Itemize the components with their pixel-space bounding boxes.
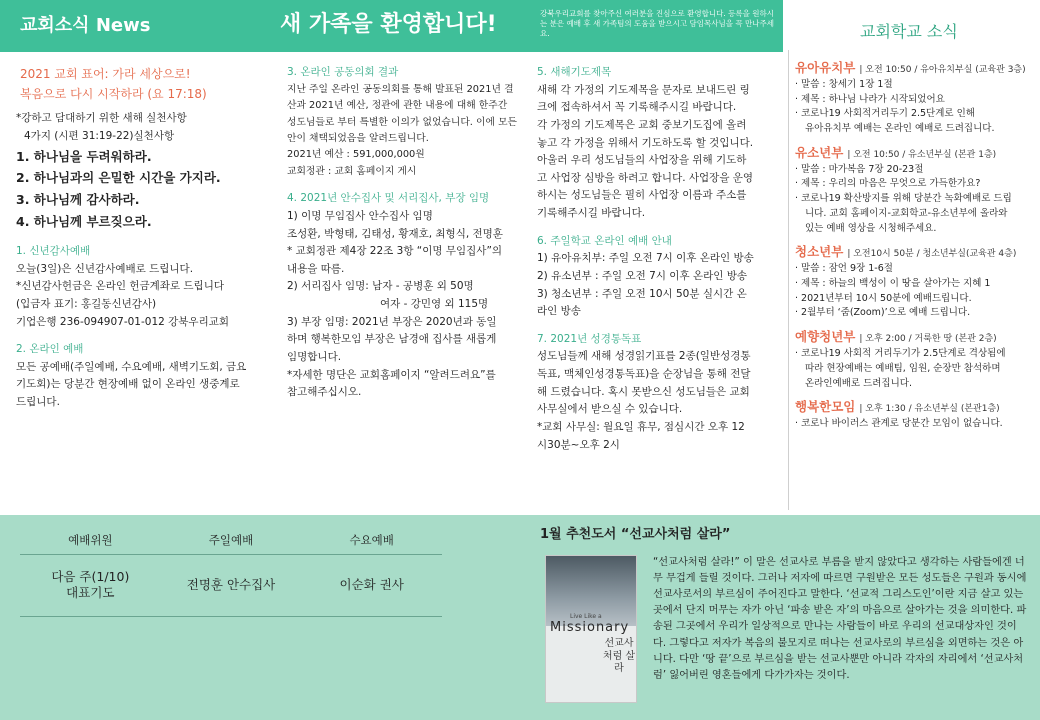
section-title-appointments: 4. 2021년 안수집사 및 서리집사, 부장 임명 [287, 192, 490, 205]
page-title: 교회소식 News [20, 15, 151, 36]
text-line: 여자 - 강민영 외 115명 [380, 298, 489, 311]
text-line: 3) 부장 임명: 2021년 부장은 2020년과 동일 [287, 315, 497, 328]
dept-info: | 오전10시 50분 / 청소년부실(교육관 4층) [847, 249, 1017, 260]
dept-name: 행복한모임 [795, 399, 856, 415]
section-title-prayer: 5. 새해기도제목 [537, 66, 612, 78]
text-line: 성도님들께 새해 성경읽기표를 2종(일반성경통 [537, 350, 751, 363]
table-header [20, 528, 442, 555]
dept-info: | 오전 10:50 / 유소년부실 (본관 1층) [847, 149, 997, 160]
church-school-heading: 교회학교 소식 [860, 22, 958, 41]
table-cell: 이순화 권사 [339, 577, 404, 593]
text-line: 각 가정의 기도제목은 교회 중보기도집에 올려 [537, 118, 747, 131]
text-line: 임명합니다. [287, 350, 342, 363]
cover-subtitle: Live Like a [570, 613, 602, 620]
dept-info: | 오후 1:30 / 유소년부실 (본관1층) [859, 404, 1000, 415]
column-header: 주일예배 [208, 533, 254, 548]
news-column-2 [287, 64, 527, 402]
cover-english-title: Missionary [550, 620, 630, 635]
book-cover-image [545, 555, 637, 703]
text-line: 지난 주일 온라인 공동의회를 통해 발표된 2021년 결 [287, 83, 514, 95]
text-line: · 제목 : 우리의 마음은 무엇으로 가득한가요? [795, 178, 981, 190]
practice-3: 3. 하나님께 감사하라. [16, 192, 140, 208]
column-header: 수요예배 [349, 533, 394, 548]
text-line: 3) 청소년부 : 주일 오전 10시 50분 실시간 온 [537, 287, 747, 300]
table-cell: 전명훈 안수집사 [186, 577, 276, 593]
text-line: 따라 현장예배는 예배팀, 임원, 순장만 참석하며 [805, 362, 1001, 374]
top-banner [0, 0, 783, 52]
church-school-panel [788, 50, 1036, 510]
text-line: 하며 행복한모임 부장은 남경애 집사를 새롭게 [287, 333, 497, 346]
text-line: 조성환, 박형태, 김태성, 황재호, 최형식, 전명훈 [287, 227, 503, 240]
motto-note-1: *강하고 담대하기 위한 새해 실천사항 [16, 112, 187, 125]
dept-info: | 오후 2:00 / 거룩한 땅 (본관 2층) [859, 334, 997, 345]
text-line: 1) 이명 무임집사 안수집사 임명 [287, 209, 433, 222]
text-line: *신년감사헌금은 온라인 헌금계좌로 드립니다 [16, 280, 224, 293]
text-line: 2) 서리집사 임명: 남자 - 공병훈 외 50명 [287, 280, 474, 293]
text-line: 라인 방송 [537, 305, 581, 318]
news-column-3 [537, 64, 775, 454]
school-block-preschool [795, 58, 1036, 137]
text-line: 놓고 각 가정을 위해서 기도하도록 할 것입니다. [537, 136, 754, 149]
school-block-happy-meeting [795, 397, 1036, 432]
text-line: 해 드렸습니다. 혹시 못받으신 성도님들은 교회 [537, 385, 750, 398]
text-line: · 제목 : 하늘의 백성이 이 땅을 살아가는 지혜 1 [795, 278, 991, 289]
news-column-1 [16, 64, 278, 412]
text-line: 있는 예배 영상을 시청해주세요. [805, 222, 937, 234]
section-title-new-year-service: 1. 신년감사예배 [16, 245, 91, 258]
text-line: 성도님들로 부터 특별한 이의가 없었습니다. 이에 모든 [287, 116, 518, 128]
dept-info: | 오전 10:50 / 유아유치부실 (교육관 3층) [859, 65, 1026, 75]
book-description: “선교사처럼 살라!” 이 말은 선교사로 부름을 받지 않았다고 생각하는 사람들에겐 너무 무겁게 들릴 것이다. 그러나 저자에 따르면 구원받은 모든 성도들은 구원과 동시에 선교사로서의 부르심이 주어진다고 말한다. ‘선교적 그리스도인’이란 지금 살고 있는 곳에서 단지 머무는 자가 아닌 ‘파송 받은 자’의 마음으로 살아가는 것을 의미한다. 파송된 그곳에서 우리가 일상적으로 만나는 사람들이 바로 우리의 선교대상자인 것이다. 그렇다고 저자가 복음의 불모지로 떠나는 선교사로의 부르심을 외면하는 것은 아니다. 다만 ‘땅 끝’으로 부르심을 받는 선교사뿐만 아니라 각자의 자리에서 ‘선교사처럼’ 잃어버린 영혼들에게 다가가자는 것이다. [653, 557, 1027, 681]
school-block-young-adults [795, 327, 1036, 391]
bank-account: 기업은행 236-094907-01-012 강북우리교회 [16, 315, 229, 328]
table-row [20, 555, 442, 617]
school-block-youth [795, 242, 1036, 321]
text-line: · 코로나 바이러스 관계로 당분간 모임이 없습니다. [795, 418, 1003, 430]
text-line: 1) 유아유치부: 주일 오전 7시 이후 온라인 방송 [537, 252, 754, 265]
text-line: 새해 각 가정의 기도제목을 문자로 보내드린 링 [537, 83, 750, 96]
text-line: *자세한 명단은 교회홈페이지 “알려드려요”를 [287, 368, 496, 381]
text-line: * 교회정관 제4장 22조 3항 “이명 무임집사”의 [287, 245, 503, 258]
text-line: 고 사업장 심방을 하려고 합니다. 사업장을 운영 [537, 171, 754, 184]
text-line: · 말씀 : 마가복음 7장 20-23절 [795, 163, 924, 175]
text-line: · 제목 : 하나님 나라가 시작되었어요 [795, 93, 945, 105]
cover-korean-title: 선교사 처럼 살라 [602, 638, 636, 674]
dept-name: 유아유치부 [795, 60, 856, 75]
text-line: 산과 2021년 예산, 정관에 관한 내용에 대해 한주간 [287, 100, 508, 112]
text-line: 2) 유소년부 : 주일 오전 7시 이후 온라인 방송 [537, 269, 747, 282]
text-line: 아울러 우리 성도님들의 사업장을 위해 기도하 [537, 154, 747, 167]
text-line: 모든 공예배(주일예배, 수요예배, 새벽기도회, 금요 [16, 360, 247, 373]
text-line: 온라인예배로 드려집니다. [805, 377, 912, 389]
text-line: (입금자 표기: 홍길동신년감사) [16, 297, 157, 310]
text-line: 안이 채택되었음을 알려드립니다. [287, 132, 429, 144]
text-line: · 말씀 : 잠언 9장 1-6절 [795, 263, 893, 275]
text-line: · 코로나19 사회적거리두기 2.5단계로 인해 [795, 108, 975, 120]
motto-note-2: 4가지 (시편 31:19-22)실천사항 [24, 129, 175, 142]
row-label: 다음 주(1/10) 대표기도 [51, 569, 130, 601]
text-line: · 코로나19 확산방지를 위해 당분간 녹화예배로 드립 [795, 193, 1012, 205]
dept-name: 예향청년부 [795, 329, 856, 345]
section-title-bible-reading: 7. 2021년 성경통독표 [537, 332, 642, 345]
practice-4: 4. 하나님께 부르짖으라. [16, 214, 152, 230]
text-line: 하시는 성도님들은 필히 사업장 이름과 주소를 [537, 189, 747, 202]
text-line: · 2021년부터 10시 50분에 예배드립니다. [795, 292, 972, 304]
section-title-online-service: 2. 온라인 예배 [16, 343, 84, 356]
text-line: 내용을 따름. [287, 262, 345, 275]
text-line: 니다. 교회 홈페이지-교회학교-유소년부에 올라와 [805, 207, 1008, 219]
welcome-heading: 새 가족을 환영합니다! [280, 12, 497, 37]
text-line: · 2월부터 ‘줌(Zoom)’으로 예배 드립니다. [795, 307, 971, 319]
text-line: 교회정관 : 교회 홈페이지 게시 [287, 165, 417, 177]
text-line: 기도회)는 당분간 현장예배 없이 온라인 생중계로 [16, 378, 240, 391]
practice-2: 2. 하나님과의 은밀한 시간을 가지라. [16, 170, 221, 186]
section-title-congregation-meeting: 3. 온라인 공동의회 결과 [287, 66, 399, 78]
text-line: *교회 사무실: 월요일 휴무, 점심시간 오후 12 [537, 420, 745, 433]
budget-line: 2021년 예산 : 591,000,000원 [287, 149, 425, 161]
text-line: 유아유치부 예배는 온라인 예배로 드려집니다. [805, 123, 995, 135]
motto-line-2: 복음으로 다시 시작하라 (요 17:18) [20, 87, 207, 102]
text-line: 기록해주시길 바랍니다. [537, 207, 646, 219]
text-line: 크에 접속하셔서 꼭 기록해주시길 바랍니다. [537, 101, 737, 114]
motto-line-1: 2021 교회 표어: 가라 세상으로! [20, 67, 191, 81]
text-line: 시30분~오후 2시 [537, 438, 620, 451]
dept-name: 청소년부 [795, 244, 844, 260]
worship-committee-table [20, 528, 442, 617]
practice-1: 1. 하나님을 두려워하라. [16, 148, 152, 164]
column-header: 예배위원 [68, 533, 113, 548]
text-line: 독표, 맥체인성경통독표)을 순장님을 통해 전달 [537, 368, 751, 380]
welcome-note: 강북우리교회를 찾아주신 여러분을 진심으로 환영합니다. 등록을 원하시는 분은 예배 후 새 가족팀의 도움을 받으시고 담임목사님을 꼭 만나주세요. [540, 9, 775, 39]
text-line: 드립니다. [16, 396, 60, 409]
dept-name: 유소년부 [795, 144, 844, 160]
text-line: 참고해주십시오. [287, 386, 362, 399]
text-line: 오늘(3일)은 신년감사예배로 드립니다. [16, 262, 194, 275]
text-line: · 코로나19 사회적 거리두기가 2.5단계로 격상됨에 [795, 348, 1006, 360]
text-line: 사무실에서 받으실 수 있습니다. [537, 403, 683, 416]
section-title-sunday-school: 6. 주일학교 온라인 예배 안내 [537, 234, 672, 247]
text-line: · 말씀 : 창세기 1장 1절 [795, 78, 893, 90]
school-block-elementary [795, 143, 1036, 237]
book-recommendation-title: 1월 추천도서 “선교사처럼 살라” [540, 527, 731, 542]
